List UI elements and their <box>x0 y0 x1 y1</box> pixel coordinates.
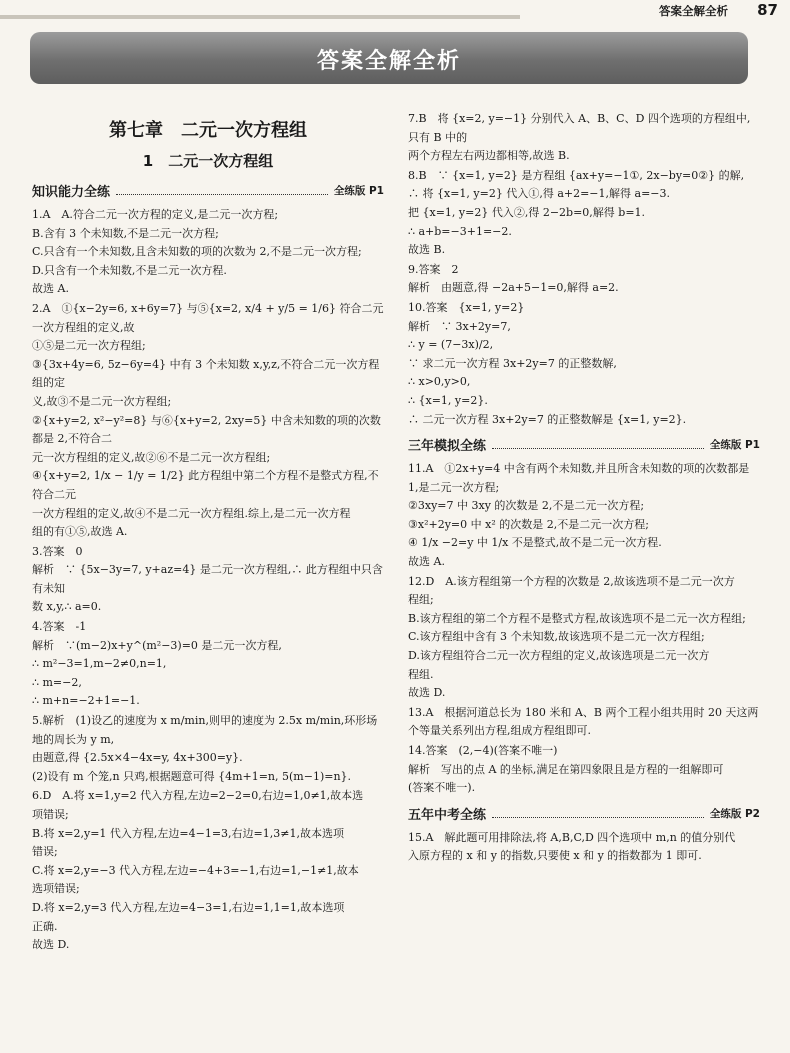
banner-title: 答案全解全析 <box>316 49 461 74</box>
title-banner <box>30 32 748 84</box>
answer-line: 14.答案 (2,−4)(答案不唯一) <box>408 744 558 757</box>
answer-line: ②{x+y=2, x²−y²=8} 与⑥{x+y=2, 2xy=5} 中含未知数的项的次数都是 2,不符合二 <box>32 413 381 446</box>
answer-line: 6.D A.将 x=1,y=2 代入方程,左边=2−2=0,右边=1,0≠1,故本选 <box>32 789 364 803</box>
answer-line: ∴ m+n=−2+1=−1. <box>32 694 140 708</box>
answer-line: D.该方程组符合二元一次方程组的定义,故该选项是二元一次方 <box>408 649 710 663</box>
answer-line: 解析 ∵ {5x−3y=7, y+az=4} 是二元一次方程组,∴ 此方程组中只含有未知 <box>32 563 383 595</box>
answer-line: 正确. <box>32 919 58 933</box>
section-header-3 <box>408 804 760 823</box>
answer-line: 5.解析 (1)设乙的速度为 x m/min,则甲的速度为 2.5x m/min,环形场 <box>32 714 378 728</box>
answer-line: C.将 x=2,y=−3 代入方程,左边=−4+3=−1,右边=1,−1≠1,故本 <box>32 863 359 877</box>
answer-line: ②3xy=7 中 3xy 的次数是 2,不是二元一次方程; <box>408 499 645 513</box>
answer-line: 7.B 将 {x=2, y=−1} 分别代入 A、B、C、D 四个选项的方程组中,只有 B 中的 <box>408 112 751 144</box>
answer-line: 1,是二元一次方程; <box>408 480 500 494</box>
section-header-1 <box>32 181 384 200</box>
answer-line: C.只含有一个未知数,且含未知数的项的次数为 2,不是二元一次方程; <box>32 245 362 259</box>
answer-line: 故选 D. <box>32 938 70 952</box>
answer-line: ④ 1/x −2=y 中 1/x 不是整式,故不是二元一次方程. <box>408 536 662 550</box>
dotted-leader <box>116 186 328 195</box>
answer-line: ∴ a+b=−3+1=−2. <box>408 224 512 238</box>
answer-item <box>408 460 760 572</box>
answer-line: 个等量关系列出方程,组成方程组即可. <box>408 724 591 738</box>
answer-line: B.将 x=2,y=1 代入方程,左边=4−1=3,右边=1,3≠1,故本选项 <box>32 826 344 840</box>
answer-line: 数 x,y,∴ a=0. <box>32 600 102 614</box>
answer-line: 故选 A. <box>408 555 445 569</box>
answer-line: 解析 由题意,得 −2a+5−1=0,解得 a=2. <box>408 281 619 295</box>
section-header-name: 五年中考全练 <box>408 807 487 823</box>
header-rule <box>0 15 520 19</box>
answer-line: ③x²+2y=0 中 x² 的次数是 2,不是二元一次方程; <box>408 517 649 531</box>
answer-line: 元一次方程组的定义,故②⑥不是二元一次方程组; <box>32 450 271 464</box>
answer-line: ∴ m²−3=1,m−2≠0,n=1, <box>32 657 167 671</box>
answer-line: (2)设有 m 个笼,n 只鸡,根据题意可得 {4m+1=n, 5(m−1)=n}. <box>32 769 352 783</box>
answer-line: 项错误; <box>32 808 69 821</box>
section-header-2 <box>408 435 760 454</box>
answer-line: 11.A ①2x+y=4 中含有两个未知数,并且所含未知数的项的次数都是 <box>408 462 750 476</box>
answer-line: 8.B ∵ {x=1, y=2} 是方程组 {ax+y=−1①, 2x−by=0②} 的解, <box>408 168 745 182</box>
answer-line: 入原方程的 x 和 y 的指数,只要使 x 和 y 的指数都为 1 即可. <box>408 849 702 863</box>
answer-line: ∴ 将 {x=1, y=2} 代入①,得 a+2=−1,解得 a=−3. <box>408 187 671 201</box>
answer-line: 把 {x=1, y=2} 代入②,得 2−2b=0,解得 b=1. <box>408 205 646 219</box>
answer-line: 15.A 解此题可用排除法,将 A,B,C,D 四个选项中 m,n 的值分别代 <box>408 830 736 844</box>
answer-item <box>32 712 384 786</box>
answer-item <box>408 704 760 741</box>
section-header-ref: 全练版 P1 <box>333 185 384 197</box>
dotted-leader <box>492 809 704 818</box>
answer-line: 3.答案 0 <box>32 544 83 558</box>
answer-line: B.该方程组的第二个方程不是整式方程,故该选项不是二元一次方程组; <box>408 611 746 625</box>
page-header <box>0 0 790 22</box>
answer-item <box>408 261 760 298</box>
dotted-leader <box>492 440 704 449</box>
answer-item <box>408 110 760 166</box>
answer-line: 选项错误; <box>32 882 80 896</box>
page-number: 87 <box>757 1 778 19</box>
answer-line: 两个方程左右两边都相等,故选 B. <box>408 149 570 163</box>
answer-item <box>408 167 760 260</box>
right-column <box>408 110 760 867</box>
answer-item <box>32 543 384 617</box>
answer-line: B.含有 3 个未知数,不是二元一次方程; <box>32 226 219 240</box>
answer-line: 一次方程组的定义,故④不是二元一次方程组.综上,是二元一次方程 <box>32 506 351 520</box>
answer-line: 地的周长为 y m, <box>32 732 115 746</box>
answer-line: ∴ 二元一次方程 3x+2y=7 的正整数解是 {x=1, y=2}. <box>408 412 687 426</box>
answer-line: 解析 ∵ 3x+2y=7, <box>408 319 511 333</box>
answer-line: 1.A A.符合二元一次方程的定义,是二元一次方程; <box>32 208 279 221</box>
answer-line: 解析 写出的点 A 的坐标,满足在第四象限且是方程的一组解即可 <box>408 762 724 776</box>
answer-item <box>32 618 384 711</box>
answer-line: 故选 A. <box>32 282 69 296</box>
answer-item <box>408 299 760 429</box>
section-title: 1 二元一次方程组 <box>142 152 274 170</box>
answer-line: ①⑤是二元一次方程组; <box>32 339 146 353</box>
section-header-ref: 全练版 P2 <box>709 807 760 820</box>
answer-line: ∴ y = (7−3x)/2, <box>408 338 494 352</box>
answer-line: ∴ m=−2, <box>32 675 82 689</box>
answer-line: (答案不唯一). <box>408 781 476 795</box>
left-column <box>32 110 384 956</box>
answer-line: 由题意,得 {2.5x×4−4x=y, 4x+300=y}. <box>32 751 243 765</box>
answer-line: D.只含有一个未知数,不是二元一次方程. <box>32 263 227 277</box>
left-answers <box>32 206 384 955</box>
answer-line: D.将 x=2,y=3 代入方程,左边=4−3=1,右边=1,1=1,故本选项 <box>32 900 345 914</box>
answer-line: ④{x+y=2, 1/x − 1/y = 1/2} 此方程组中第二个方程不是整式方程,不符合二元 <box>32 469 379 501</box>
answer-line: 10.答案 {x=1, y=2} <box>408 300 525 314</box>
section-header-ref: 全练版 P1 <box>709 439 760 452</box>
chapter-title: 第七章 二元一次方程组 <box>109 120 307 141</box>
answer-item <box>408 742 760 798</box>
answer-line: 故选 D. <box>408 686 446 700</box>
answer-item <box>408 573 760 703</box>
answer-line: 程组; <box>408 593 434 607</box>
answer-line: C.该方程组中含有 3 个未知数,故该选项不是二元一次方程组; <box>408 630 705 644</box>
answer-line: 9.答案 2 <box>408 262 459 276</box>
answer-line: 义,故③不是二元一次方程组; <box>32 394 172 408</box>
answer-line: 故选 B. <box>408 243 446 257</box>
right-answers <box>408 110 760 866</box>
answer-line: ∴ x>0,y>0, <box>408 375 471 389</box>
answer-line: 2.A ①{x−2y=6, x+6y=7} 与⑤{x=2, x/4 + y/5 = 1/6} 符合二元一次方程组的定义,故 <box>32 301 384 334</box>
answer-item <box>32 300 384 542</box>
header-title: 答案全解全析 <box>659 4 728 18</box>
answer-line: ∴ {x=1, y=2}. <box>408 393 488 407</box>
section-header-name: 知识能力全练 <box>32 185 111 200</box>
answer-item <box>32 787 384 954</box>
section-header-name: 三年模拟全练 <box>408 439 487 455</box>
answer-line: 12.D A.该方程组第一个方程的次数是 2,故该选项不是二元一次方 <box>408 574 735 588</box>
answer-item <box>32 206 384 299</box>
answer-item <box>408 829 760 866</box>
answer-line: 4.答案 -1 <box>32 620 87 634</box>
answer-line: ③{3x+4y=6, 5z−6y=4} 中有 3 个未知数 x,y,z,不符合二元一次方程组的定 <box>32 357 380 390</box>
answer-line: 13.A 根据河道总长为 180 米和 A、B 两个工程小组共用时 20 天这两 <box>408 705 759 719</box>
answer-line: ∵ 求二元一次方程 3x+2y=7 的正整数解, <box>408 356 617 370</box>
answer-line: 程组. <box>408 667 434 681</box>
answer-line: 解析 ∵(m−2)x+y^(m²−3)=0 是二元一次方程, <box>32 638 282 652</box>
answer-line: 错误; <box>32 845 58 859</box>
answer-line: 组的有①⑤,故选 A. <box>32 525 128 539</box>
